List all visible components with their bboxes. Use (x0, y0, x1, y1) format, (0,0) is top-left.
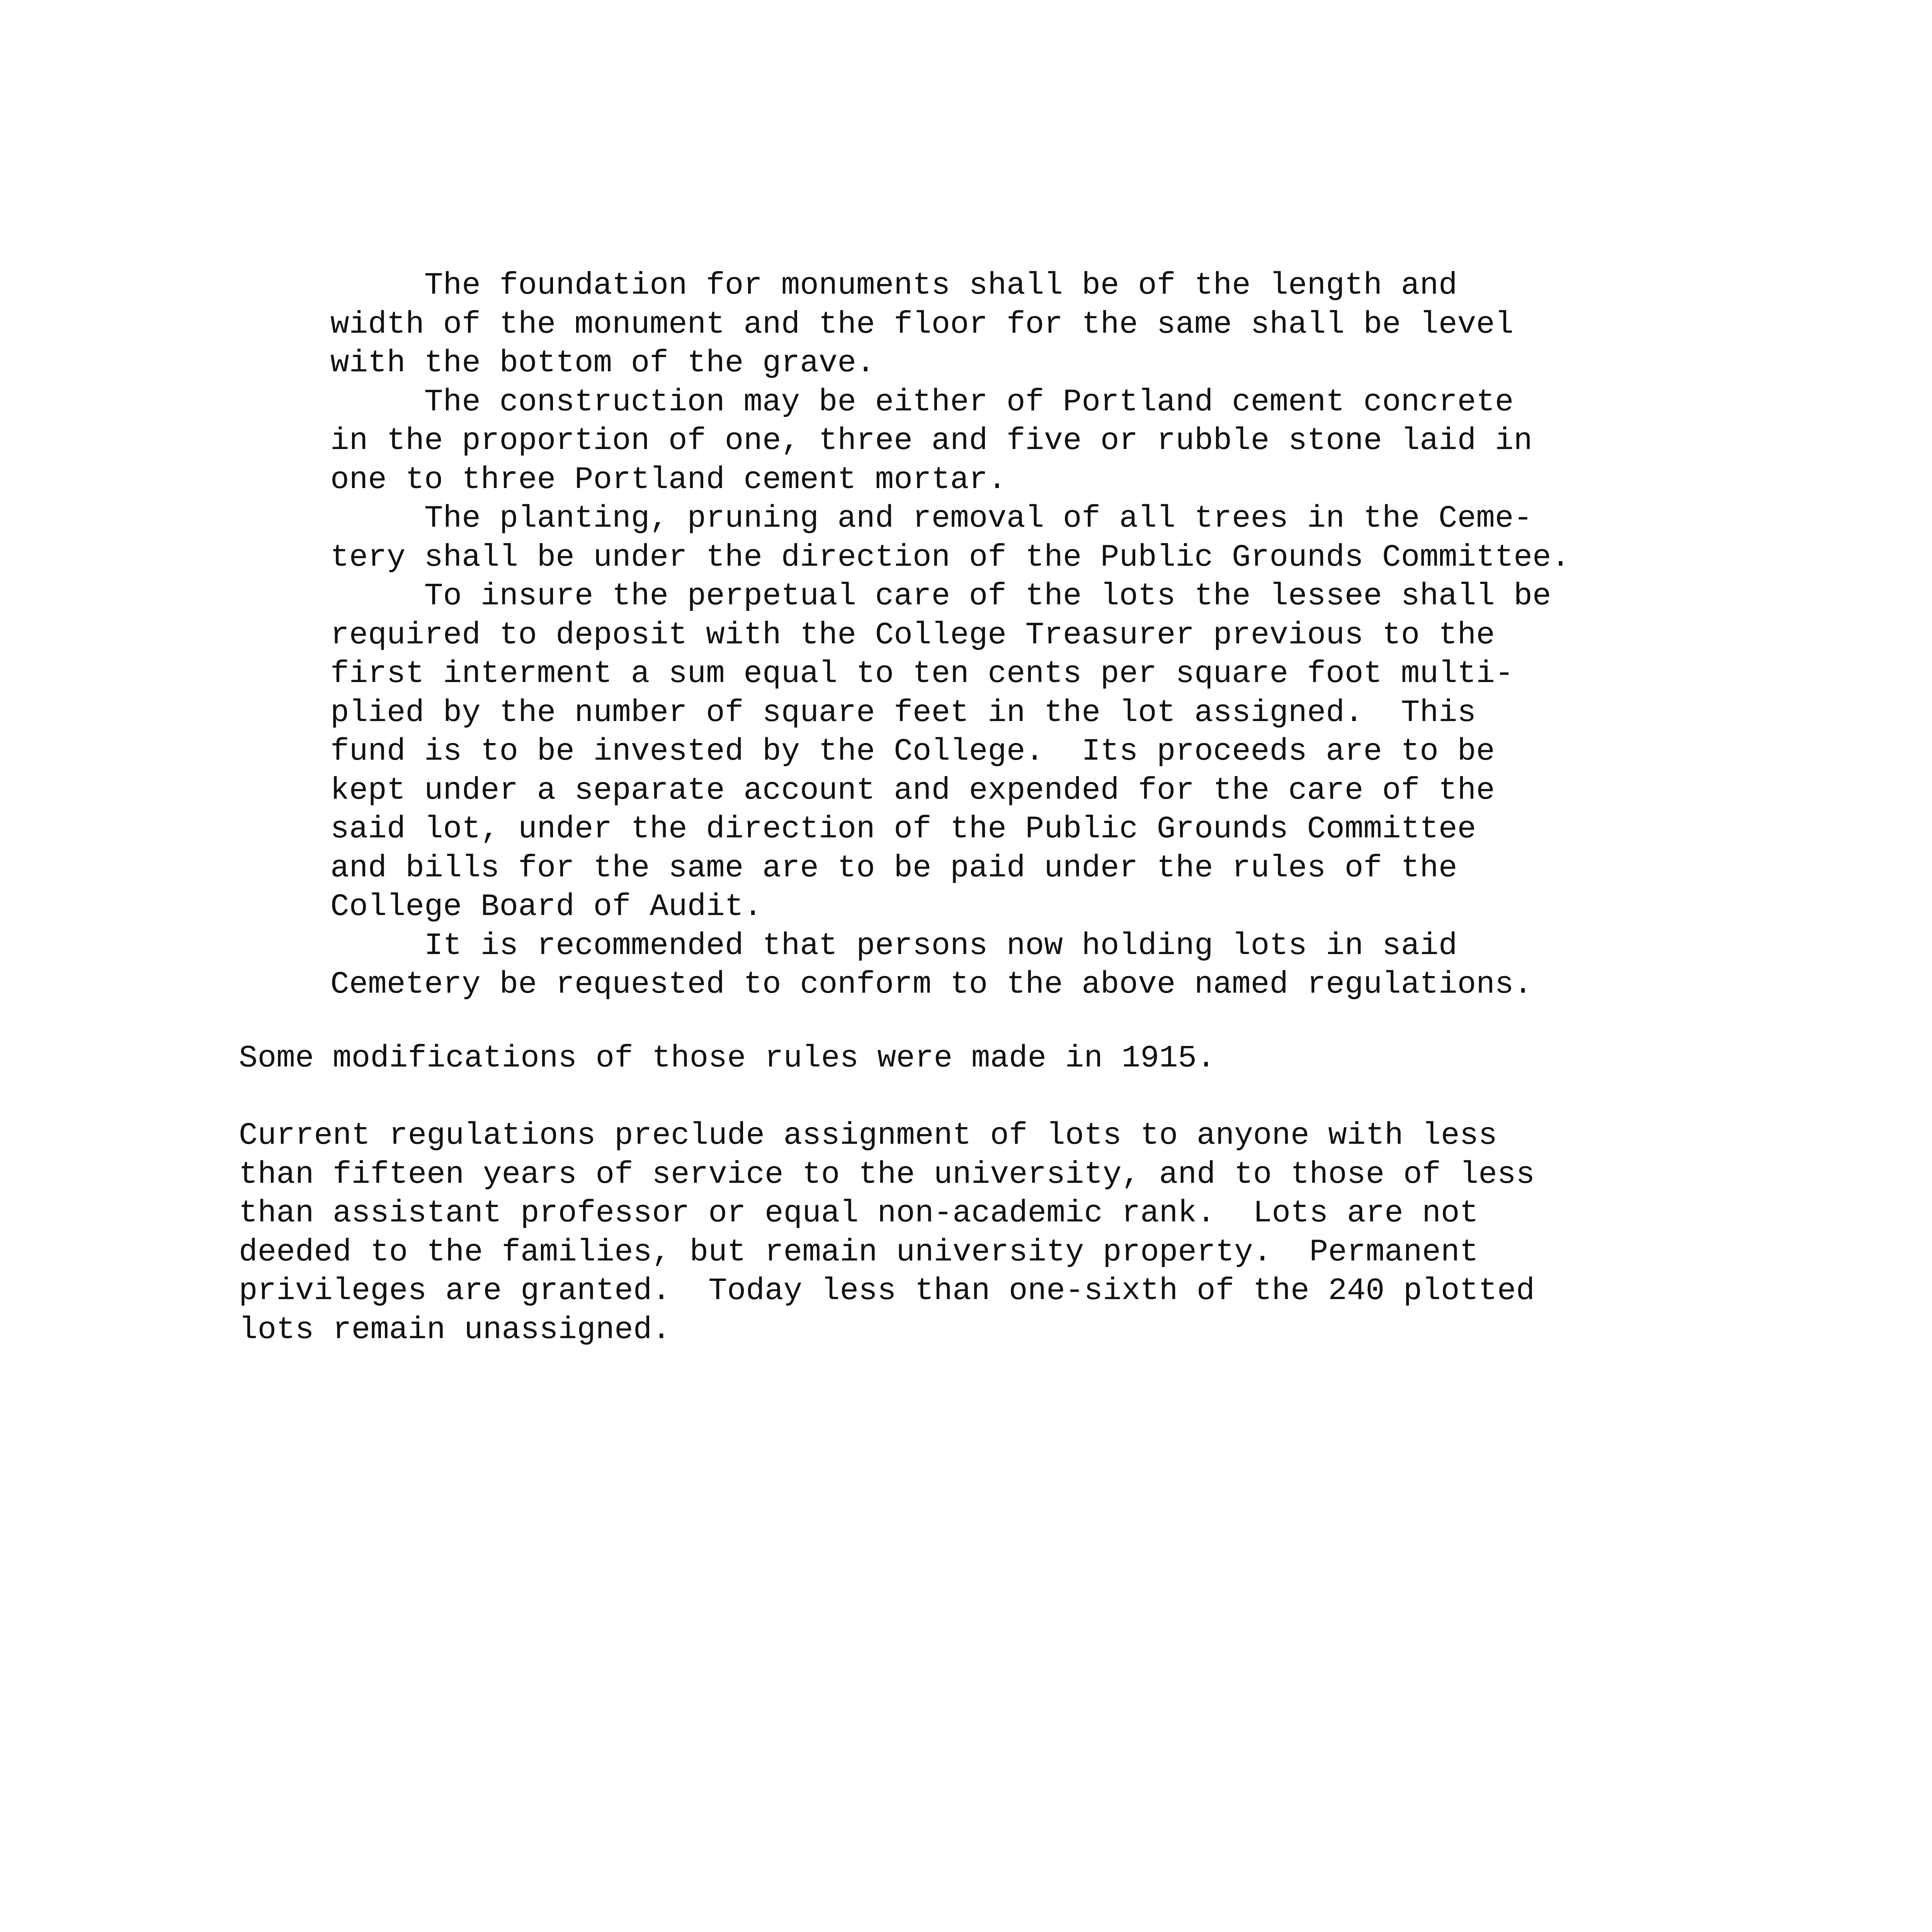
text-line: than assistant professor or equal non-academic rank. Lots are not (239, 1196, 1479, 1231)
text-line: than fifteen years of service to the university, and to those of less (239, 1157, 1535, 1192)
text-line: kept under a separate account and expended for the care of the (330, 773, 1495, 808)
text-line: privileges are granted. Today less than one-sixth of the 240 plotted (239, 1274, 1535, 1309)
paragraph-monument-foundation (330, 267, 1644, 383)
text-line: one to three Portland cement mortar. (330, 462, 1007, 498)
modifications-section (239, 1039, 1630, 1078)
text-line: The construction may be either of Portland cement concrete (330, 384, 1514, 420)
paragraph-perpetual-care (330, 577, 1644, 927)
text-line: The planting, pruning and removal of all trees in the Ceme- (330, 501, 1532, 536)
text-line: width of the monument and the floor for the same shall be level (330, 307, 1514, 342)
text-line: and bills for the same are to be paid under the rules of the (330, 850, 1458, 886)
text-line: It is recommended that persons now holding lots in said (330, 928, 1458, 964)
paragraph-trees (330, 500, 1644, 577)
text-line: in the proportion of one, three and five or rubble stone laid in (330, 423, 1532, 459)
current-regulations-section (239, 1117, 1630, 1350)
text-line: To insure the perpetual care of the lots the lessee shall be (330, 579, 1551, 614)
paragraph-recommendation (330, 927, 1644, 1005)
text-line: tery shall be under the direction of the Public Grounds Committee. (330, 540, 1570, 575)
text-line: Current regulations preclude assignment of lots to anyone with less (239, 1118, 1497, 1153)
text-line: Some modifications of those rules were made in 1915. (239, 1041, 1216, 1076)
text-line: required to deposit with the College Treasurer previous to the (330, 617, 1495, 653)
text-line: with the bottom of the grave. (330, 346, 875, 381)
text-line: plied by the number of square feet in the lot assigned. This (330, 695, 1476, 731)
paragraph-modifications (239, 1039, 1630, 1078)
text-line: first interment a sum equal to ten cents per square foot multi- (330, 656, 1514, 692)
paragraph-current-regulations (239, 1117, 1630, 1350)
text-line: lots remain unassigned. (239, 1312, 671, 1348)
text-line: The foundation for monuments shall be of the length and (330, 268, 1458, 303)
text-line: said lot, under the direction of the Public Grounds Committee (330, 812, 1476, 847)
text-line: College Board of Audit. (330, 889, 762, 925)
quoted-regulations (330, 267, 1644, 1005)
text-line: Cemetery be requested to conform to the above named regulations. (330, 967, 1532, 1002)
text-line: fund is to be invested by the College. Its proceeds are to be (330, 734, 1495, 769)
paragraph-construction (330, 383, 1644, 500)
text-line: deeded to the families, but remain university property. Permanent (239, 1235, 1479, 1270)
